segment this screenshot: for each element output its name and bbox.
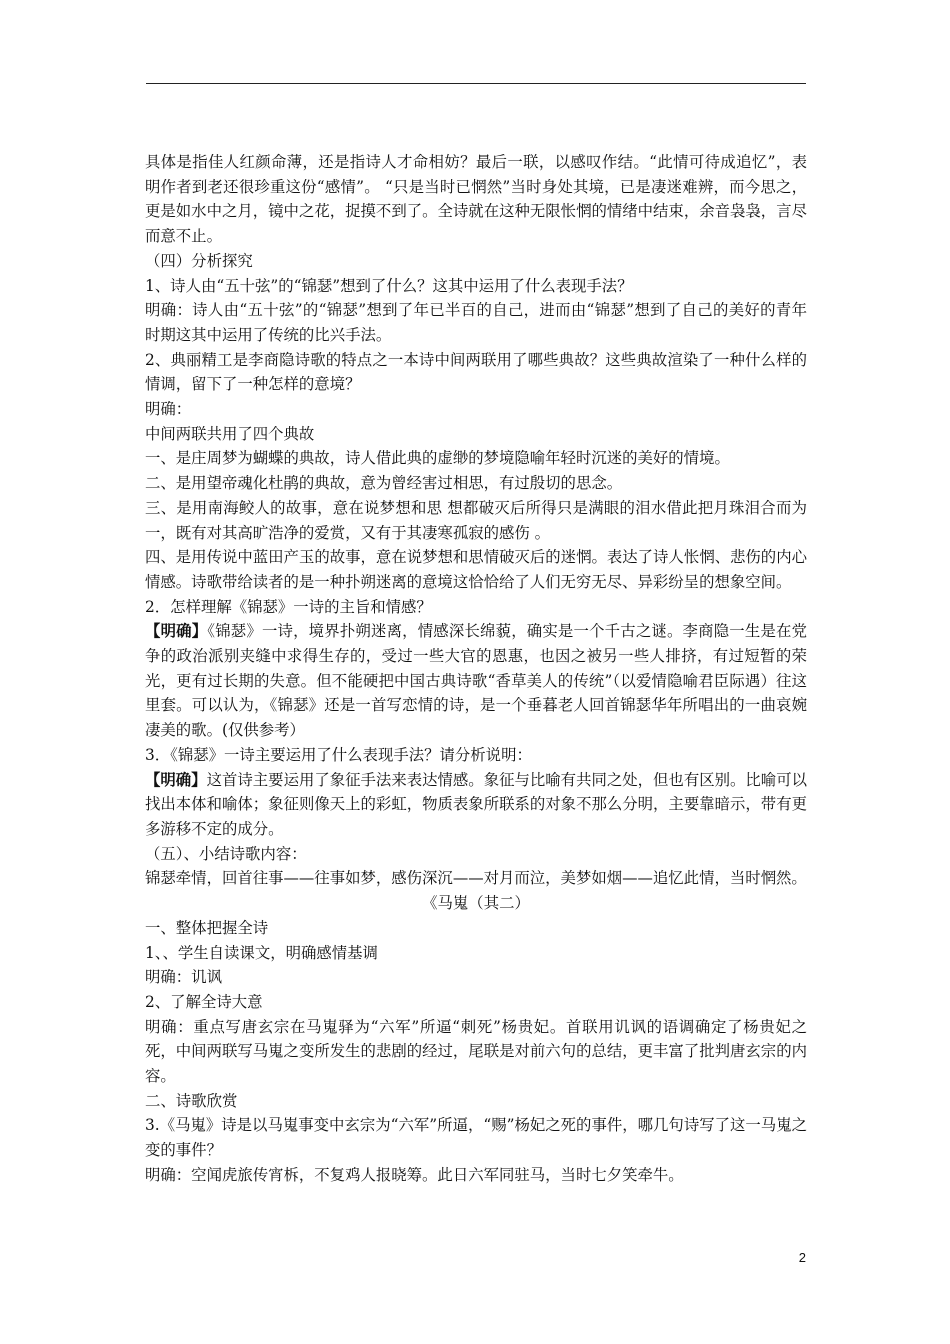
paragraph: 具体是指佳人红颜命薄，还是指诗人才命相妨？最后一联，以感叹作结。“此情可待成追忆”，表明作者到老还很珍重这份“感情”。 “只是当时已惘然”当时身处其境，已是凄迷难辨，而今思之，更是如水中之月，镜中之花，捉摸不到了。全诗就在这种无限怅惘的情绪中结束，余音袅袅，言尽而意不止。 [145,153,807,246]
answer-label: 【明确】 [145,622,208,641]
section-heading: （四）分析探究 [145,251,253,270]
list-item: 二、是用望帝魂化杜鹃的典故，意为曾经害过相思，有过殷切的思念。 [145,474,623,493]
list-item: 四、是用传说中蓝田产玉的故事，意在说梦想和思情破灭后的迷惘。表达了诗人怅惘、悲伤的内心情感。诗歌带给读者的是一种扑朔迷离的意境这恰恰给了人们无穷无尽、异彩纷呈的想象空间。 [145,548,807,591]
list-item: 一、是庄周梦为蝴蝶的典故，诗人借此典的虚缈的梦境隐喻年轻时沉迷的美好的情境。 [145,449,730,468]
answer: 明确：重点写唐玄宗在马嵬驿为“六军”所逼“刺死”杨贵妃。首联用讥讽的语调确定了杨贵妃之死，中间两联写马嵬之变所发生的悲剧的经过，尾联是对前六句的总结，更丰富了批判唐玄宗的内容。 [145,1017,807,1086]
question: 1、诗人由“五十弦”的“锦瑟”想到了什么？这其中运用了什么表现手法？ [145,276,633,295]
list-item: 三、是用南海鲛人的故事，意在说梦想和思 想都破灭后所得只是满眼的泪水借此把月珠泪合而为一，既有对其高旷浩净的爱赏，又有于其凄寒孤寂的感伤 。 [145,498,807,542]
answer-text: 《锦瑟》一诗，境界扑朔迷离，情感深长绵藐，确实是一个千古之谜。李商隐一生是在党争的政治派别夹缝中求得生存的，受过一些大官的恩惠，也因之被另一些人排挤，有过短暂的荣光，更有过长期的失意。但不能硬把中国古典诗歌“香草美人的传统”（以爱情隐喻君臣际遇）往这里套。可以认为，《锦瑟》还是一首写恋情的诗，是一个垂暮老人回首锦瑟华年所唱出的一曲哀婉凄美的歌。(仅供参考） [145,622,807,740]
paragraph: 中间两联共用了四个典故 [145,424,315,443]
answer: 明确：诗人由“五十弦”的“锦瑟”想到了年已半百的自己，进而由“锦瑟”想到了自己的美好的青年时期这其中运用了传统的比兴手法。 [145,301,807,344]
section-heading: （五）、小结诗歌内容： [145,844,307,863]
answer [145,619,807,743]
section-heading: 二、诗歌欣赏 [145,1091,238,1110]
section-heading: 一、整体把握全诗 [145,918,269,937]
question: 3.《马嵬》诗是以马嵬事变中玄宗为“六军”所逼，“赐”杨妃之死的事件，哪几句诗写了这一马嵬之变的事件？ [145,1116,807,1160]
answer: 明确：讥讽 [145,968,222,987]
question: 2．怎样理解《锦瑟》一诗的主旨和情感？ [145,597,432,616]
answer-label: 明确： [145,400,192,419]
poem-title: 《马嵬（其二） [422,894,530,913]
answer: 明确：空闻虎旅传宵柝，不复鸡人报晓筹。此日六军同驻马，当时七夕笑牵牛。 [145,1165,684,1184]
page-number: 2 [798,1250,806,1265]
answer-label: 【明确】 [145,770,207,789]
question: 2、了解全诗大意 [145,992,263,1011]
answer [145,768,807,842]
header-rule [146,83,806,84]
question: 2、典丽精工是李商隐诗歌的特点之一本诗中间两联用了哪些典故？这些典故渲染了一种什么样的情调，留下了一种怎样的意境？ [145,350,807,394]
question: 1、、学生自读课文，明确感情基调 [145,943,378,962]
paragraph: 锦瑟牵情，回首往事——往事如梦，感伤深沉——对月而泣，美梦如烟——追忆此情，当时惘然。 [145,869,807,888]
answer-text: 这首诗主要运用了象征手法来表达情感。象征与比喻有共同之处，但也有区别。比喻可以找出本体和喻体；象征则像天上的彩虹，物质表象所联系的对象不那么分明，主要靠暗示，带有更多游移不定的成分。 [145,770,807,838]
question: 3．《锦瑟》一诗主要运用了什么表现手法？请分析说明： [145,745,532,764]
document-body [145,150,807,1188]
